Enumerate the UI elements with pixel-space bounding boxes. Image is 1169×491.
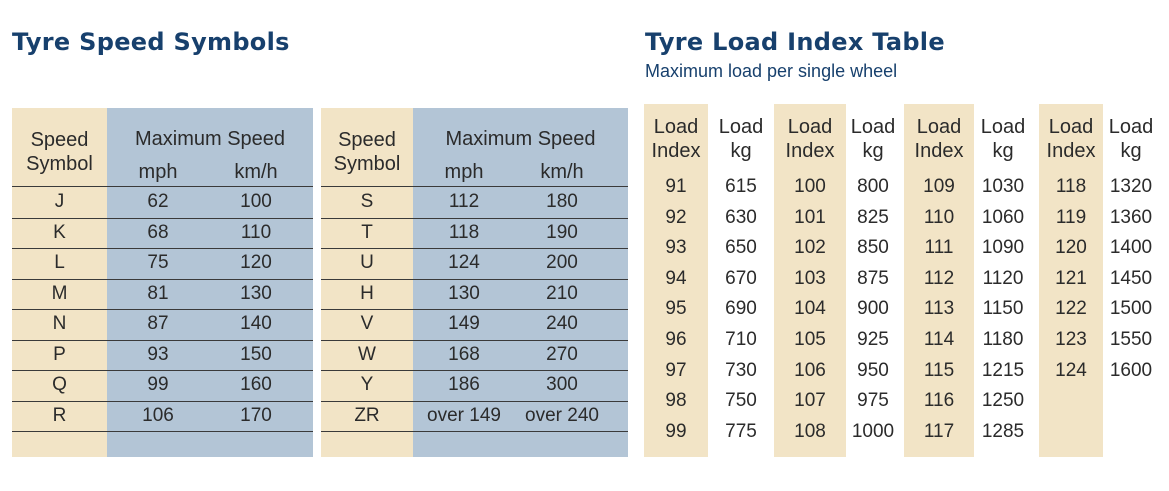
speed-kmh: over 240 xyxy=(525,404,599,426)
load-subtitle: Maximum load per single wheel xyxy=(645,61,898,81)
speed-kmh: 180 xyxy=(546,191,578,212)
load-kg-value: 1550 xyxy=(1109,329,1153,350)
table-row xyxy=(321,340,628,370)
load-index-value: 112 xyxy=(923,267,955,289)
load-index-value: 93 xyxy=(665,237,687,259)
header-max-speed: Maximum Speed xyxy=(445,128,596,150)
load-index-value: 115 xyxy=(923,359,955,381)
speed-symbol: J xyxy=(54,191,65,212)
load-index-value: 119 xyxy=(1055,206,1087,228)
load-index-value: 108 xyxy=(794,420,826,442)
load-kg-value: 1400 xyxy=(1109,237,1153,259)
speed-mph: 75 xyxy=(147,252,169,273)
speed-kmh: 300 xyxy=(546,374,578,395)
header-load-kg: Load xyxy=(1108,116,1154,138)
speed-symbol: T xyxy=(361,221,373,243)
speed-mph: 93 xyxy=(147,343,169,365)
load-index-value: 95 xyxy=(665,298,687,320)
speed-mph: 186 xyxy=(448,374,480,395)
table-row xyxy=(12,401,313,431)
load-kg-value: 710 xyxy=(725,329,757,350)
header-max-speed: Maximum Speed xyxy=(134,128,286,150)
load-kg-value: 1090 xyxy=(981,237,1025,259)
speed-symbol: R xyxy=(52,404,67,426)
table-row xyxy=(12,370,313,400)
load-index-value: 101 xyxy=(794,206,826,228)
speed-kmh: 200 xyxy=(546,252,578,273)
speed-mph: 99 xyxy=(147,374,169,395)
load-kg-value: 1150 xyxy=(982,298,1024,320)
load-kg-value: 670 xyxy=(725,267,757,289)
speed-mph: 118 xyxy=(448,221,480,243)
load-kg-value: 825 xyxy=(857,206,889,228)
speed-kmh: 100 xyxy=(240,191,272,212)
speed-title: Tyre Speed Symbols xyxy=(12,28,290,56)
table-row xyxy=(12,187,313,217)
table-row xyxy=(321,370,628,400)
speed-symbol: V xyxy=(360,313,374,334)
load-kg-value: 1030 xyxy=(981,176,1025,197)
speed-mph: 168 xyxy=(448,343,480,365)
load-kg-value: 950 xyxy=(857,359,889,381)
header-index: Index xyxy=(1046,140,1096,162)
speed-kmh: 140 xyxy=(240,313,272,334)
load-index-value: 124 xyxy=(1055,359,1087,381)
load-index-value: 107 xyxy=(794,390,826,412)
load-kg-value: 730 xyxy=(725,359,757,381)
speed-symbol: L xyxy=(54,252,65,273)
load-kg-value: 750 xyxy=(725,390,757,412)
header-kg: kg xyxy=(730,140,752,162)
load-kg-value: 1285 xyxy=(981,420,1025,442)
load-title: Tyre Load Index Table xyxy=(645,28,945,56)
speed-table-2 xyxy=(321,108,628,457)
load-kg-value: 900 xyxy=(857,298,889,320)
speed-mph: 62 xyxy=(147,191,169,212)
speed-symbol: Y xyxy=(360,374,374,395)
header-kmh: km/h xyxy=(234,161,278,183)
header-index: Index xyxy=(914,140,964,162)
load-kg-value: 1600 xyxy=(1109,359,1153,381)
speed-symbol: S xyxy=(360,191,374,212)
speed-kmh: 240 xyxy=(546,313,578,334)
load-index-value: 96 xyxy=(665,329,687,350)
load-index-value: 118 xyxy=(1055,176,1087,197)
load-index-table xyxy=(644,104,1156,457)
load-kg-value: 1215 xyxy=(981,359,1025,381)
speed-kmh: 210 xyxy=(546,282,578,304)
header-kg: kg xyxy=(862,140,884,162)
table-row xyxy=(321,248,628,278)
load-kg-value: 1320 xyxy=(1109,176,1153,197)
load-kg-value: 1000 xyxy=(851,420,895,442)
load-kg-value: 1450 xyxy=(1109,267,1153,289)
table-row xyxy=(321,279,628,309)
header-load: Load xyxy=(787,116,833,138)
load-kg-value: 650 xyxy=(725,237,757,259)
header-speed: Speed xyxy=(338,129,396,151)
load-kg-value: 630 xyxy=(725,206,757,228)
load-index-value: 104 xyxy=(794,298,826,320)
table-row xyxy=(321,187,628,217)
table-row xyxy=(12,340,313,370)
header-index: Index xyxy=(651,140,701,162)
load-index-value: 97 xyxy=(665,359,687,381)
table-row xyxy=(12,248,313,278)
load-kg-value: 775 xyxy=(725,420,757,442)
header-load-kg: Load xyxy=(718,116,764,138)
speed-symbol: U xyxy=(360,252,374,273)
load-kg-value: 1500 xyxy=(1109,298,1153,320)
load-kg-value: 1180 xyxy=(982,329,1024,350)
speed-kmh: 160 xyxy=(240,374,272,395)
speed-mph: 81 xyxy=(147,282,169,304)
load-index-value: 103 xyxy=(794,267,826,289)
load-index-value: 120 xyxy=(1055,237,1087,259)
load-index-value: 116 xyxy=(923,390,955,412)
load-index-value: 102 xyxy=(794,237,826,259)
header-load: Load xyxy=(1048,116,1094,138)
table-row xyxy=(12,218,313,248)
speed-mph: 87 xyxy=(147,313,169,334)
load-kg-value: 975 xyxy=(857,390,889,412)
load-kg-value: 850 xyxy=(857,237,889,259)
speed-mph: 112 xyxy=(448,191,480,212)
speed-mph: 68 xyxy=(147,221,169,243)
speed-table-1 xyxy=(12,108,313,457)
speed-symbol: M xyxy=(51,282,68,304)
load-kg-value: 875 xyxy=(857,267,889,289)
speed-kmh: 150 xyxy=(240,343,272,365)
load-index-value: 117 xyxy=(923,420,955,442)
speed-symbol: N xyxy=(52,313,67,334)
load-index-value: 100 xyxy=(794,176,826,197)
load-kg-value: 1250 xyxy=(981,390,1025,412)
row-divider xyxy=(321,431,628,432)
speed-mph: over 149 xyxy=(427,404,501,426)
load-kg-value: 1060 xyxy=(981,206,1025,228)
speed-symbol: Q xyxy=(52,374,67,395)
header-speed: Speed xyxy=(30,129,89,151)
speed-symbol: P xyxy=(53,343,66,365)
header-kg: kg xyxy=(992,140,1014,162)
table-row xyxy=(12,309,313,339)
load-index-value: 109 xyxy=(923,176,955,197)
load-kg-value: 800 xyxy=(857,176,889,197)
load-kg-value: 1120 xyxy=(982,267,1024,289)
speed-kmh: 110 xyxy=(240,221,272,243)
header-symbol: Symbol xyxy=(333,153,401,175)
header-index: Index xyxy=(785,140,835,162)
load-kg-value: 615 xyxy=(725,176,757,197)
header-load: Load xyxy=(916,116,962,138)
header-mph: mph xyxy=(138,161,178,183)
load-index-value: 98 xyxy=(665,390,687,412)
load-index-value: 99 xyxy=(665,420,687,442)
speed-kmh: 120 xyxy=(240,252,272,273)
header-symbol: Symbol xyxy=(26,153,93,175)
load-index-value: 91 xyxy=(665,176,687,197)
load-index-value: 111 xyxy=(924,237,954,259)
load-index-value: 114 xyxy=(923,329,955,350)
load-kg-value: 690 xyxy=(725,298,757,320)
row-divider xyxy=(12,431,313,432)
load-index-value: 121 xyxy=(1055,267,1087,289)
speed-kmh: 270 xyxy=(546,343,578,365)
header-load-kg: Load xyxy=(850,116,896,138)
speed-mph: 106 xyxy=(142,404,174,426)
header-mph: mph xyxy=(444,161,484,183)
load-kg-value: 925 xyxy=(857,329,889,350)
load-kg-value: 1360 xyxy=(1109,206,1153,228)
load-index-value: 106 xyxy=(794,359,826,381)
table-row xyxy=(321,218,628,248)
load-index-value: 92 xyxy=(665,206,687,228)
speed-mph: 124 xyxy=(448,252,480,273)
speed-kmh: 130 xyxy=(240,282,272,304)
load-index-value: 94 xyxy=(665,267,687,289)
header-kmh: km/h xyxy=(540,161,584,183)
speed-mph: 149 xyxy=(448,313,480,334)
speed-symbol: K xyxy=(53,221,66,243)
speed-kmh: 190 xyxy=(546,221,578,243)
speed-mph: 130 xyxy=(448,282,480,304)
load-index-value: 113 xyxy=(923,298,955,320)
header-load: Load xyxy=(653,116,699,138)
table-row xyxy=(12,279,313,309)
load-index-value: 110 xyxy=(923,206,955,228)
speed-symbol: H xyxy=(360,282,374,304)
speed-symbol: W xyxy=(358,343,376,365)
load-index-value: 122 xyxy=(1055,298,1087,320)
table-row xyxy=(321,401,628,431)
speed-kmh: 170 xyxy=(240,404,272,426)
table-row xyxy=(321,309,628,339)
load-index-value: 105 xyxy=(794,329,826,350)
header-load-kg: Load xyxy=(980,116,1026,138)
header-kg: kg xyxy=(1120,140,1142,162)
speed-symbol: ZR xyxy=(354,404,380,426)
load-index-value: 123 xyxy=(1055,329,1087,350)
